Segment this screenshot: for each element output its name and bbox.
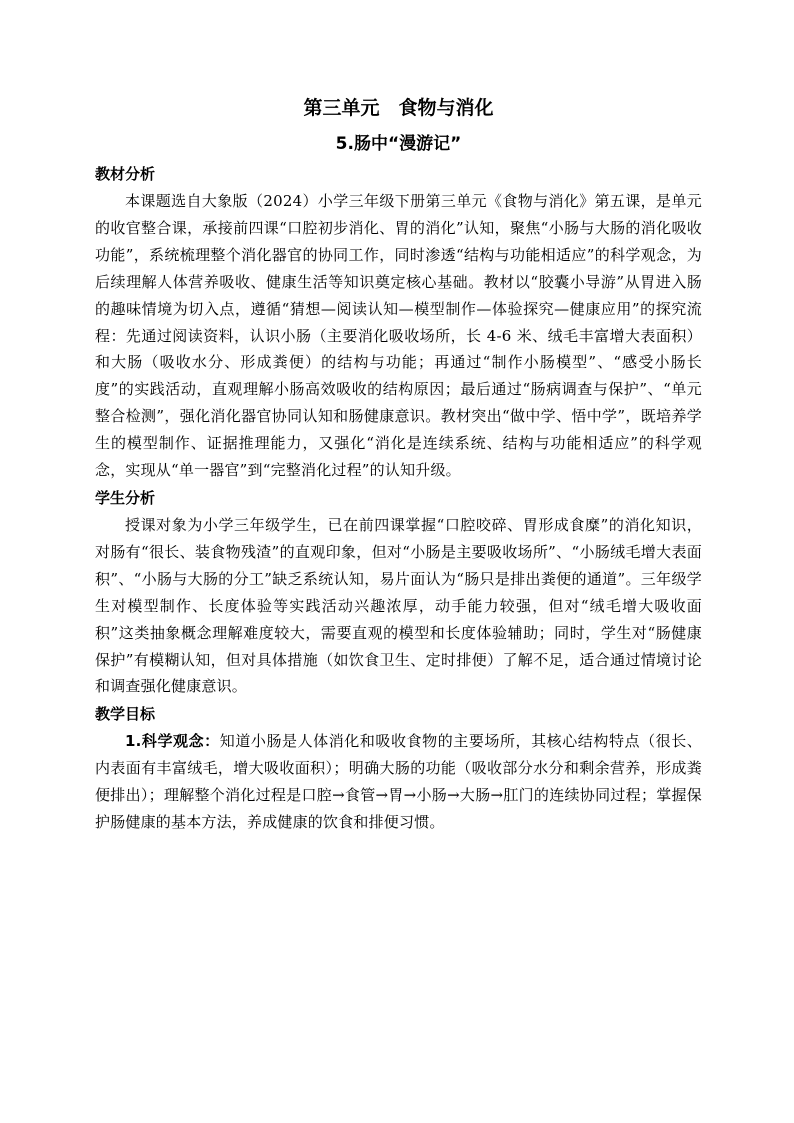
lesson-title: 5.肠中“漫游记” xyxy=(335,134,462,154)
section-student-analysis xyxy=(95,484,702,700)
section-teaching-goals xyxy=(95,700,702,836)
section-paragraph: 本课题选自大象版（2024）小学三年级下册第三单元《食物与消化》第五课，是单元的收官整合课，承接前四课“口腔初步消化、胃的消化”认知，聚焦“小肠与大肠的消化吸收功能”，系统梳理整个消化器官的协同工作，同时渗透“结构与功能相适应”的科学观念，为后续理解人体营养吸收、健康生活等知识奠定核心基础。教材以“胶囊小导游”从胃进入肠的趣味情境为切入点，遵循“猜想—阅读认知—模型制作—体验探究—健康应用”的探究流程：先通过阅读资料，认识小肠（主要消化吸收场所，长 4-6 米、绒毛丰富增大表面积）和大肠（吸收水分、形成粪便）的结构与功能；再通过“制作小肠模型”、“感受小肠长度”的实践活动，直观理解小肠高效吸收的结构原因；最后通过“肠病调查与保护”、“单元整合检测”，强化消化器官协同认知和肠健康意识。教材突出“做中学、悟中学”，既培养学生的模型制作、证据推理能力，又强化“消化是连续系统、结构与功能相适应”的科学观念，实现从“单一器官”到“完整消化过程”的认知升级。 xyxy=(95,192,702,480)
unit-title: 第三单元 食物与消化 xyxy=(303,97,494,119)
section-heading: 教学目标 xyxy=(95,705,156,724)
section-textbook-analysis xyxy=(95,160,702,484)
goal-text: 知道小肠是人体消化和吸收食物的主要场所，其核心结构特点（很长、内表面有丰富绒毛，增大吸收面积）；明确大肠的功能（吸收部分水分和剩余营养，形成粪便排出）；理解整个消化过程是口腔→食管→胃→小肠→大肠→肛门的连续协同过程；掌握保护肠健康的基本方法，养成健康的饮食和排便习惯。 xyxy=(95,732,702,832)
goal-paragraph xyxy=(95,728,702,836)
section-paragraph: 授课对象为小学三年级学生，已在前四课掌握“口腔咬碎、胃形成食糜”的消化知识，对肠有“很长、装食物残渣”的直观印象，但对“小肠是主要吸收场所”、“小肠绒毛增大表面积”、“小肠与大肠的分工”缺乏系统认知，易片面认为“肠只是排出粪便的通道”。三年级学生对模型制作、长度体验等实践活动兴趣浓厚，动手能力较强，但对“绒毛增大吸收面积”这类抽象概念理解难度较大，需要直观的模型和长度体验辅助；同时，学生对“肠健康保护”有模糊认知，但对具体措施（如饮食卫生、定时排便）了解不足，适合通过情境讨论和调查强化健康意识。 xyxy=(95,515,702,696)
document-page xyxy=(95,92,702,836)
section-heading: 教材分析 xyxy=(95,165,156,183)
goal-lead-label: 1.科学观念： xyxy=(125,732,220,751)
section-heading: 学生分析 xyxy=(95,488,156,507)
